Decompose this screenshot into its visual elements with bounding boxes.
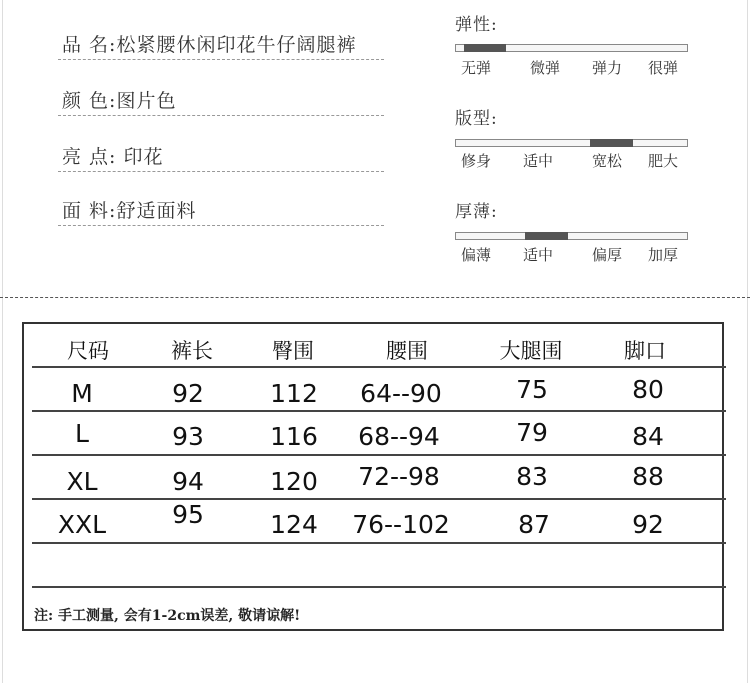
scale-label: 修身 xyxy=(461,152,492,170)
cell-size: M xyxy=(71,379,93,408)
dashed-rule xyxy=(58,225,384,226)
scale-marker xyxy=(590,139,633,147)
product-highlight: 亮 点: 印花 xyxy=(62,146,164,168)
header-waist: 腰围 xyxy=(386,339,428,363)
info-row-highlight xyxy=(58,142,384,172)
scale-title: 厚薄: xyxy=(455,202,498,222)
section-divider xyxy=(0,297,750,298)
cell-hem: 84 xyxy=(632,422,664,451)
cell-hem: 92 xyxy=(632,510,664,539)
info-row-name xyxy=(58,30,384,60)
table-rule xyxy=(32,498,726,500)
cell-size: XL xyxy=(66,467,98,496)
cell-hip: 112 xyxy=(270,379,318,408)
table-rule xyxy=(32,366,726,368)
scale-label: 加厚 xyxy=(648,246,679,264)
cell-waist: 72--98 xyxy=(358,462,440,491)
scale-label: 偏厚 xyxy=(592,246,623,264)
cell-length: 92 xyxy=(172,379,204,408)
scale-label: 肥大 xyxy=(648,152,679,170)
product-color: 颜 色:图片色 xyxy=(62,90,177,112)
scale-label: 适中 xyxy=(523,246,554,264)
cell-thigh: 79 xyxy=(516,418,548,447)
scale-label: 很弹 xyxy=(648,59,679,77)
header-length: 裤长 xyxy=(171,339,213,363)
cell-length: 95 xyxy=(172,500,204,529)
scale-bar xyxy=(455,232,688,240)
cell-length: 94 xyxy=(172,467,204,496)
header-size: 尺码 xyxy=(67,339,109,363)
dashed-rule xyxy=(58,115,384,116)
scale-title: 版型: xyxy=(455,109,498,129)
header-hem: 脚口 xyxy=(624,339,666,363)
dashed-rule xyxy=(58,59,384,60)
cell-waist: 64--90 xyxy=(360,379,442,408)
scale-label: 弹力 xyxy=(592,59,623,77)
cell-size: L xyxy=(75,419,89,448)
scale-marker xyxy=(525,232,568,240)
table-rule xyxy=(32,542,726,544)
cell-thigh: 75 xyxy=(516,375,548,404)
scale-label: 无弹 xyxy=(461,59,492,77)
cell-thigh: 87 xyxy=(518,510,550,539)
scale-label: 偏薄 xyxy=(461,246,492,264)
cell-length: 93 xyxy=(172,422,204,451)
product-name: 品 名:松紧腰休闲印花牛仔阔腿裤 xyxy=(62,34,357,56)
cell-hem: 88 xyxy=(632,462,664,491)
measurement-note: 注: 手工测量, 会有1-2cm误差, 敬请谅解! xyxy=(34,608,301,624)
cell-size: XXL xyxy=(57,510,107,539)
header-hip: 臀围 xyxy=(272,339,314,363)
table-rule xyxy=(32,410,726,412)
cell-waist: 68--94 xyxy=(358,422,440,451)
header-thigh: 大腿围 xyxy=(499,339,563,363)
scale-marker xyxy=(464,44,506,52)
info-row-color xyxy=(58,86,384,116)
scale-label: 微弹 xyxy=(530,59,561,77)
cell-hem: 80 xyxy=(632,375,664,404)
size-table xyxy=(22,322,724,631)
table-rule xyxy=(32,586,726,588)
cell-hip: 120 xyxy=(270,467,318,496)
info-row-fabric xyxy=(58,196,384,226)
table-rule xyxy=(32,454,726,456)
cell-thigh: 83 xyxy=(516,462,548,491)
scale-bar xyxy=(455,44,688,52)
cell-hip: 116 xyxy=(270,422,318,451)
scale-label: 宽松 xyxy=(592,152,623,170)
scale-label: 适中 xyxy=(523,152,554,170)
scale-bar xyxy=(455,139,688,147)
left-edge-line xyxy=(2,0,3,683)
right-edge-line xyxy=(747,0,748,683)
dashed-rule xyxy=(58,171,384,172)
product-fabric: 面 料:舒适面料 xyxy=(62,200,197,222)
cell-waist: 76--102 xyxy=(352,510,450,539)
scale-title: 弹性: xyxy=(455,15,498,35)
cell-hip: 124 xyxy=(270,510,318,539)
